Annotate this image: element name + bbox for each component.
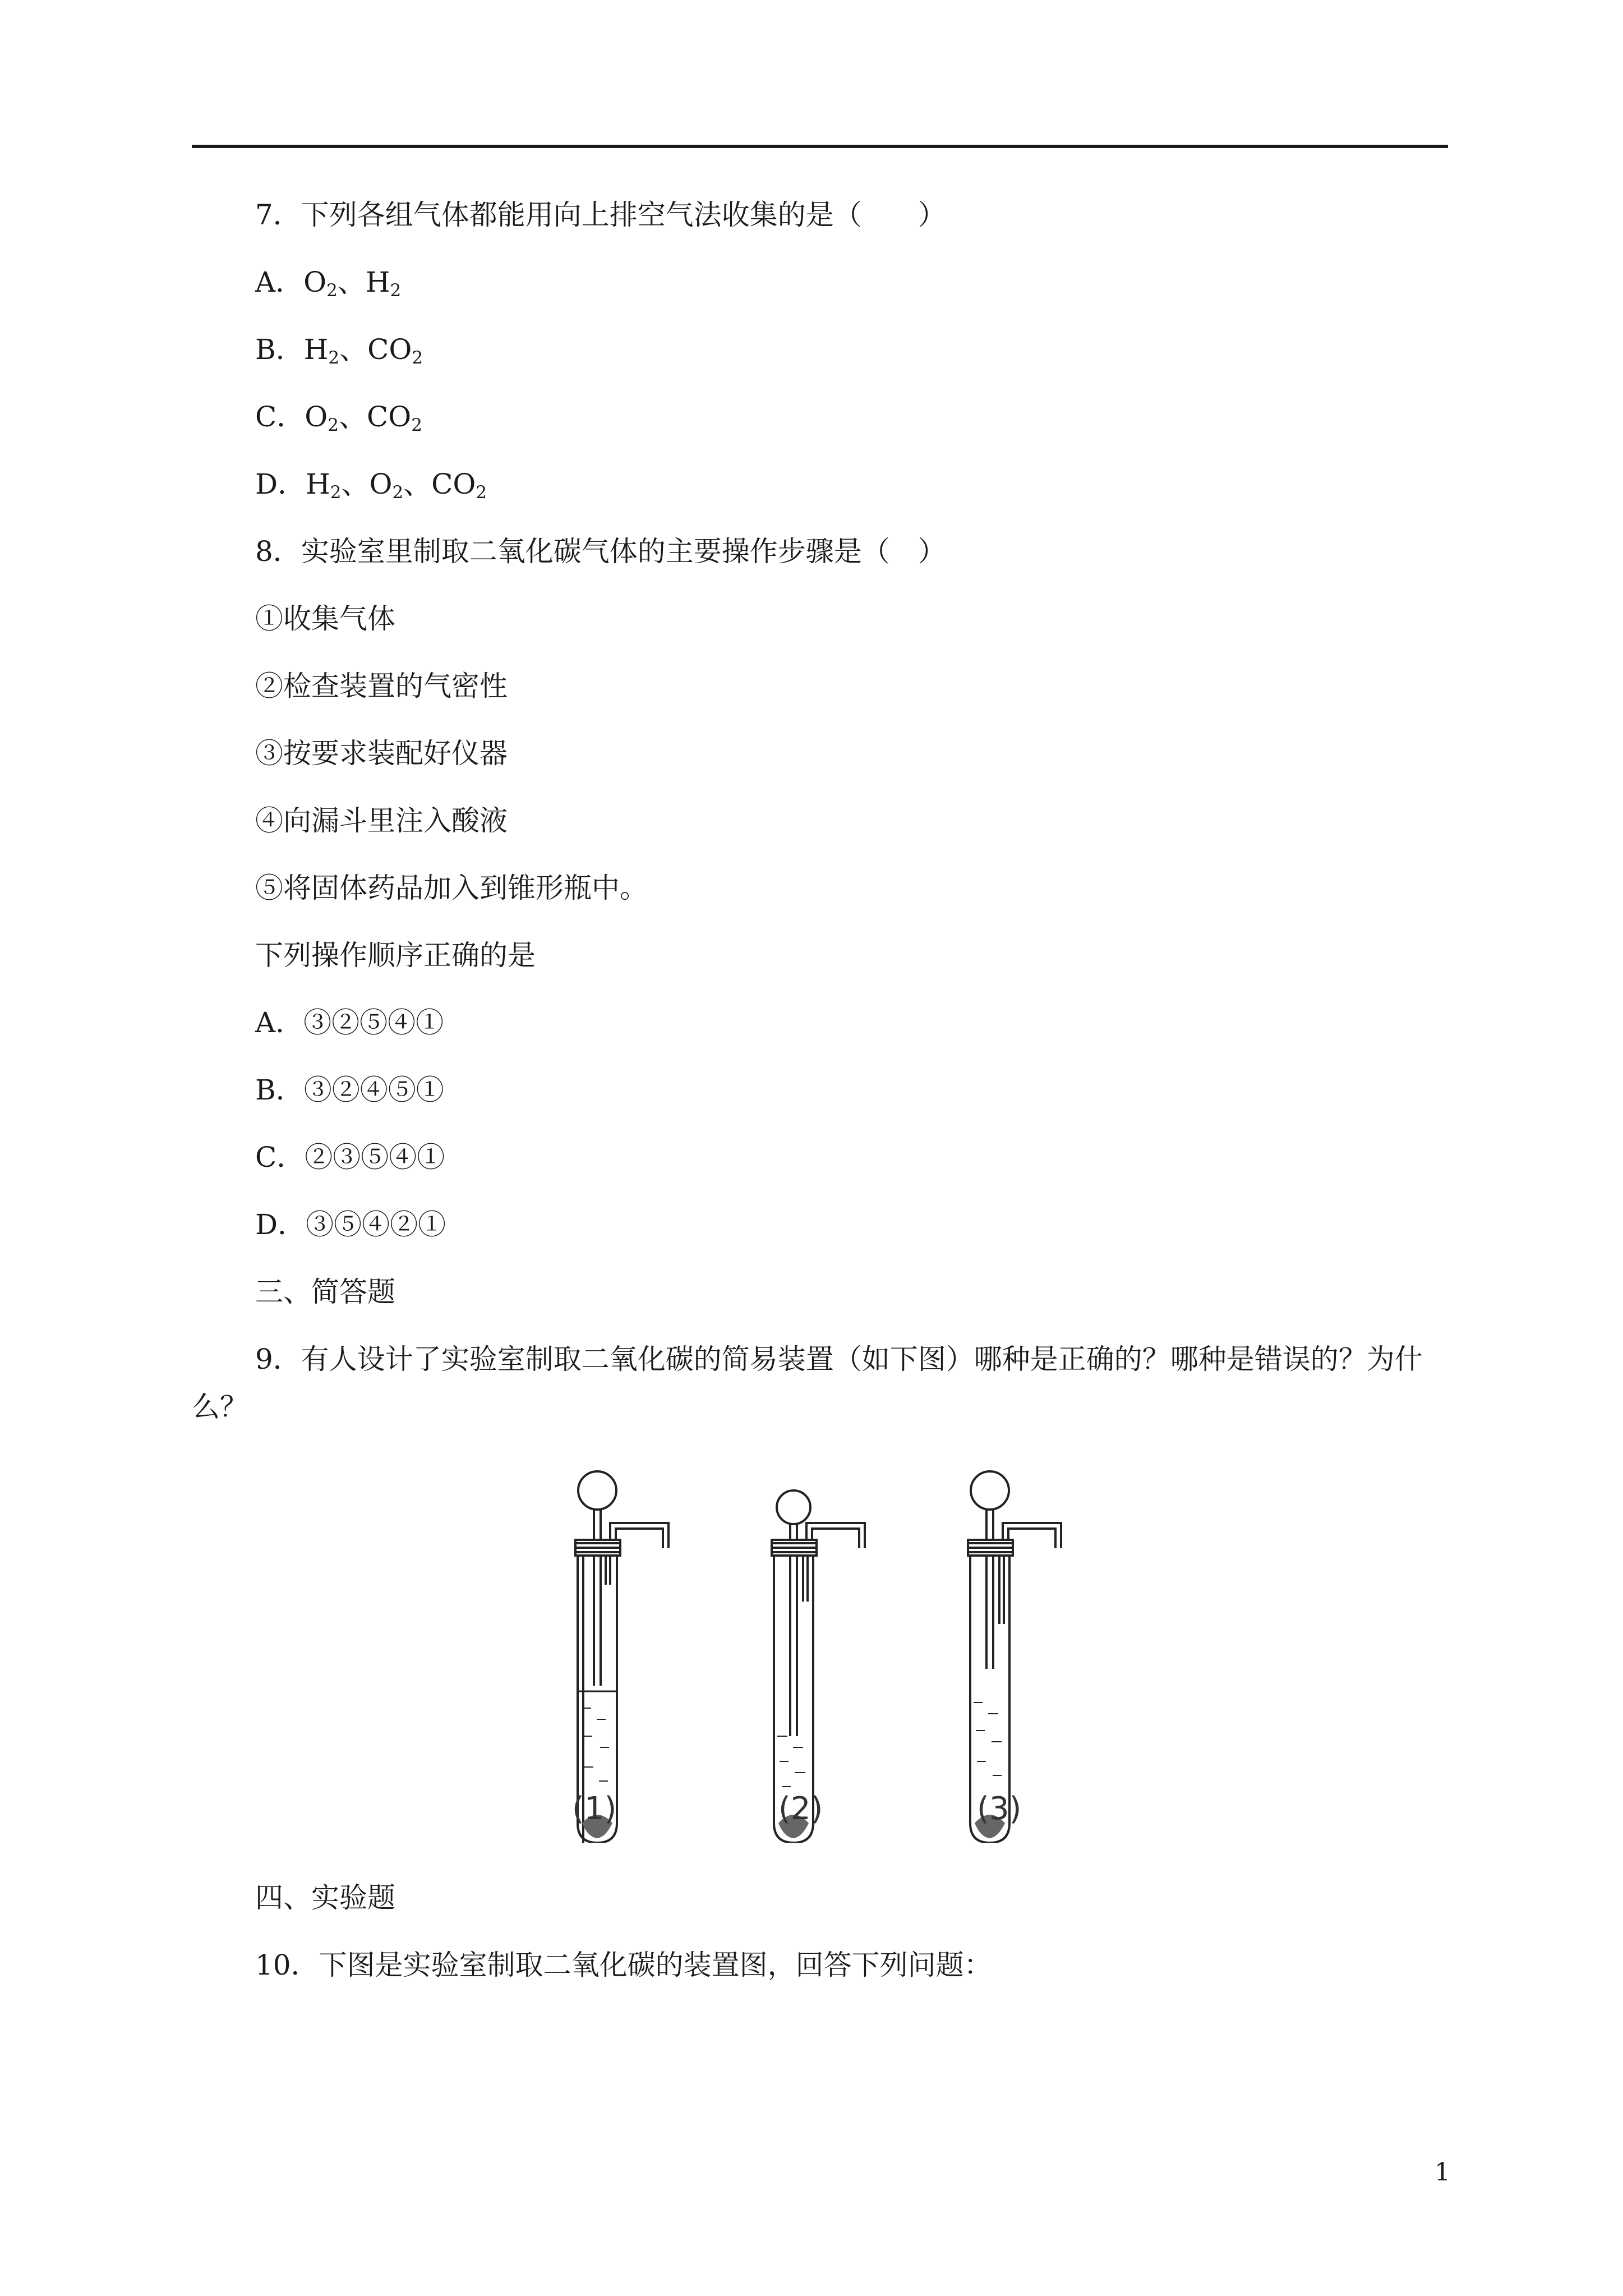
apparatus-3 (968, 1471, 1061, 1843)
q7-option-d: D．$H_2$、$O_2$、$CO_2$ (255, 468, 487, 503)
header-rule (192, 145, 1448, 148)
page-number: 1 (1435, 2158, 1450, 2187)
q7-option-b: B．$H_2$、$CO_2$ (255, 333, 423, 368)
q7-stem: 7．下列各组气体都能用向上排空气法收集的是（ ） (255, 199, 946, 231)
q8-option-c: C．②③⑤④① (255, 1141, 445, 1174)
q8-step-2: ②检查装置的气密性 (255, 670, 508, 702)
q8-step-1: ①收集气体 (255, 602, 395, 635)
q8-step-3: ③按要求装配好仪器 (255, 737, 508, 770)
q8-option-a: A．③②⑤④① (255, 1006, 444, 1039)
apparatus-2 (772, 1490, 865, 1843)
apparatus-figure (566, 1456, 1088, 1843)
option-prefix: D． (255, 468, 306, 500)
q7-option-a: A．$O_2$、$H_2$ (255, 266, 402, 301)
apparatus-label-1: (1) (572, 1791, 617, 1827)
q8-question: 下列操作顺序正确的是 (255, 939, 536, 972)
q8-step-5: ⑤将固体药品加入到锥形瓶中。 (255, 872, 648, 904)
q8-option-b: B．③②④⑤① (255, 1074, 444, 1106)
apparatus-1 (575, 1471, 668, 1843)
q10-stem: 10．下图是实验室制取二氧化碳的装置图，回答下列问题： (255, 1949, 992, 1981)
q9-text-line1: 9．有人设计了实验室制取二氧化碳的简易装置（如下图）哪种是正确的？哪种是错误的？为什 (255, 1343, 1423, 1375)
q9-text-line2: 么？ (192, 1391, 248, 1423)
option-prefix: C． (255, 401, 305, 433)
q8-stem: 8．实验室里制取二氧化碳气体的主要操作步骤是（ ） (255, 535, 946, 568)
q8-step-4: ④向漏斗里注入酸液 (255, 804, 508, 837)
apparatus-label-2: (2) (778, 1791, 823, 1827)
apparatus-diagram (566, 1456, 1088, 1843)
option-prefix: B． (255, 333, 304, 366)
option-prefix: A． (255, 266, 304, 298)
q7-option-c: C．$O_2$、$CO_2$ (255, 401, 422, 435)
section-heading-3: 三、简答题 (255, 1276, 395, 1308)
section-heading-4: 四、实验题 (255, 1881, 395, 1914)
apparatus-label-3: (3) (977, 1791, 1022, 1827)
q8-option-d: D．③⑤④②① (255, 1208, 446, 1241)
